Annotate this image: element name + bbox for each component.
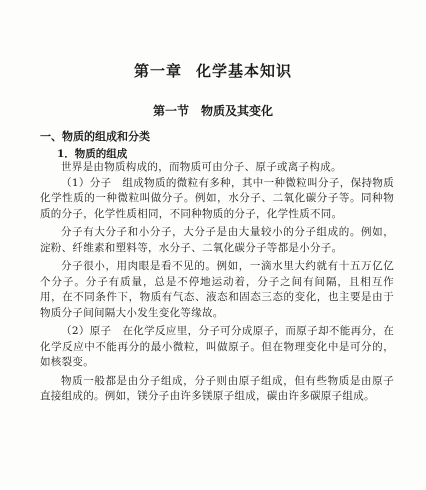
- section-number: 第一节: [152, 104, 189, 118]
- paragraph: 物质一般都是由分子组成，分子则由原子组成，但有些物质是由原子直接组成的。例如，镁分子由许多镁原子组成，碳由许多碳原子组成。: [40, 374, 394, 402]
- section-name: 物质及其变化: [201, 104, 274, 118]
- chapter-title: [0, 60, 426, 81]
- paragraph: （1）分子 组成物质的微粒有多种，其中一种微粒叫分子，保持物质化学性质的一种微粒叫做分子。例如，水分子、二氧化碳分子等。同种物质的分子，化学性质相同，不同种物质的分子，化学性质不同。: [40, 176, 394, 220]
- subsection-title: 一、物质的组成和分类: [40, 130, 150, 143]
- paragraph: 分子很小，用肉眼是看不见的。例如，一滴水里大约就有十五万亿亿个分子。分子有质量，总是不停地运动着，分子之间有间隔，且相互作用，在不同条件下，物质有气态、液态和固态三态的变化，也主要是由于物质分子间间隔大小发生变化等缘故。: [40, 260, 394, 319]
- chapter-number: 第一章: [133, 62, 182, 80]
- item-title: 1．物质的组成: [57, 148, 128, 160]
- chapter-name: 化学基本知识: [196, 62, 293, 80]
- paragraph: （2）原子 在化学反应里，分子可分成原子，而原子却不能再分，在化学反应中不能再分的最小微粒，叫做原子。但在物理变化中是可分的，如核裂变。: [40, 325, 394, 368]
- body-text: [40, 160, 394, 405]
- paragraph: 世界是由物质构成的，而物质可由分子、原子或离子构成。: [61, 161, 342, 173]
- paragraph: 分子有大分子和小分子，大分子是由大量较小的分子组成的。例如，淀粉、纤维素和塑料等，水分子、二氧化碳分子等都是小分子。: [40, 226, 394, 254]
- section-title: [0, 102, 426, 119]
